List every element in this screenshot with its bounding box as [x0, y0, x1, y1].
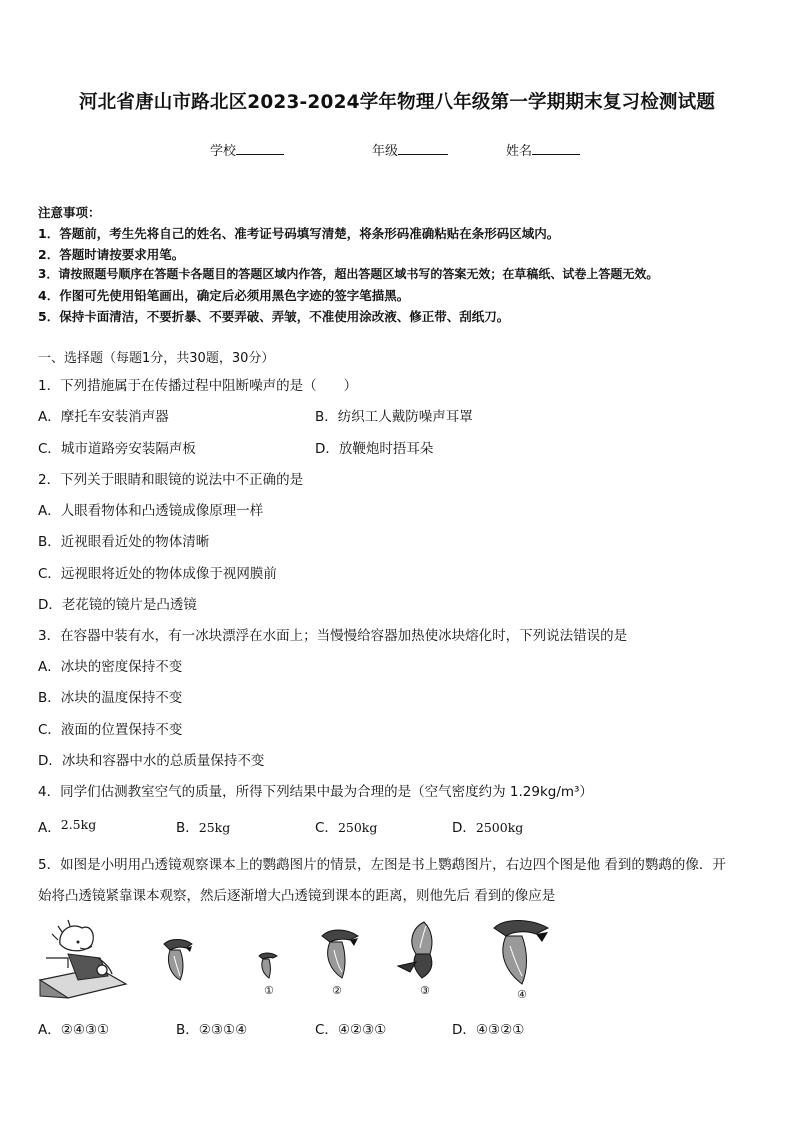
q4-option-b-label: B．	[176, 820, 199, 836]
q4-option-b-value: 25kg	[198, 820, 231, 835]
figure-label-3: ③	[420, 984, 430, 997]
question-4-stem: 4．同学们估测教室空气的质量，所得下列结果中最为合理的是（空气密度约为 1.29kg/m³）	[38, 784, 593, 800]
figure-label-4: ④	[517, 988, 527, 1001]
school-field[interactable]	[210, 140, 284, 159]
figure-label-2: ②	[332, 984, 342, 997]
name-label: 姓名	[506, 144, 533, 159]
q4-option-a-value: 2.5kg	[60, 817, 97, 832]
q1-option-b[interactable]: B．纺织工人戴防噪声耳罩	[315, 409, 473, 425]
q3-option-c[interactable]: C．液面的位置保持不变	[38, 722, 183, 738]
figure-label-1: ①	[264, 984, 274, 997]
question-5-stem-line1: 5．如图是小明用凸透镜观察课本上的鹦鹉图片的情景，左图是书上鹦鹉图片，右边四个图是他 看到的鹦鹉的像．开	[38, 857, 726, 873]
school-blank[interactable]	[236, 142, 284, 155]
question-5-stem-line2: 始将凸透镜紧靠课本观察，然后逐渐增大凸透镜到课本的距离，则他先后 看到的像应是	[38, 888, 556, 904]
q2-option-b[interactable]: B．近视眼看近处的物体清晰	[38, 534, 210, 550]
q1-option-c[interactable]: C．城市道路旁安装隔声板	[38, 441, 196, 457]
q2-option-c[interactable]: C．远视眼将近处的物体成像于视网膜前	[38, 566, 277, 582]
q4-option-d-value: 2500kg	[475, 820, 524, 835]
q2-option-a[interactable]: A．人眼看物体和凸透镜成像原理一样	[38, 503, 264, 519]
section-heading: 一、选择题（每题1分，共30题，30分）	[38, 351, 275, 366]
page-title: 河北省唐山市路北区2023-2024学年物理八年级第一学期期末复习检测试题	[78, 92, 716, 113]
name-field[interactable]	[506, 140, 580, 159]
q4-option-d[interactable]	[452, 816, 523, 836]
q5-option-b[interactable]: B．②③①④	[176, 1022, 248, 1038]
grade-blank[interactable]	[398, 142, 448, 155]
q5-option-c[interactable]: C．④②③①	[315, 1022, 387, 1038]
q1-option-a[interactable]: A．摩托车安装消声器	[38, 409, 169, 425]
parrot-image-3	[392, 918, 452, 984]
q4-option-a-label: A．	[38, 820, 61, 836]
question-2-stem: 2．下列关于眼睛和眼镜的说法中不正确的是	[38, 472, 304, 488]
parrot-image-4	[490, 916, 552, 988]
q1-option-d[interactable]: D．放鞭炮时捂耳朵	[315, 441, 434, 457]
q3-option-a[interactable]: A．冰块的密度保持不变	[38, 659, 183, 675]
q4-option-c-value: 250kg	[337, 820, 378, 835]
name-blank[interactable]	[532, 142, 580, 155]
q3-option-b[interactable]: B．冰块的温度保持不变	[38, 690, 183, 706]
q4-option-a[interactable]	[38, 816, 96, 836]
parrot-image-1	[257, 950, 279, 980]
school-label: 学校	[210, 144, 237, 159]
note-item: 1．答题前，考生先将自己的姓名、准考证号码填写清楚，将条形码准确粘贴在条形码区域内。	[38, 226, 560, 241]
q4-option-c[interactable]	[315, 816, 377, 836]
note-item: 5．保持卡面清洁，不要折暴、不要弄破、弄皱，不准使用涂改液、修正带、刮纸刀。	[38, 309, 510, 324]
grade-label: 年级	[372, 144, 399, 159]
q5-option-d[interactable]: D．④③②①	[452, 1022, 525, 1038]
question-1-stem: 1．下列措施属于在传播过程中阻断噪声的是（ ）	[38, 378, 358, 394]
note-item: 4．作图可先使用铅笔画出，确定后必须用黑色字迹的签字笔描黑。	[38, 288, 410, 303]
q4-option-c-label: C．	[315, 820, 338, 836]
q4-option-b[interactable]	[176, 816, 230, 836]
note-item: 2．答题时请按要求用笔。	[38, 247, 185, 262]
notes-heading: 注意事项：	[38, 205, 101, 220]
note-item: 3．请按照题号顺序在答题卡各题目的答题区域内作答，超出答题区域书写的答案无效；在草稿纸、试卷上答题无效。	[38, 267, 659, 281]
parrot-original-image	[160, 936, 198, 984]
question-3-stem: 3．在容器中装有水，有一冰块漂浮在水面上；当慢慢给容器加热使冰块熔化时，下列说法错误的是	[38, 628, 628, 644]
q4-option-d-label: D．	[452, 820, 476, 836]
boy-reading-illustration	[38, 918, 128, 1000]
grade-field[interactable]	[372, 140, 448, 159]
parrot-image-2	[318, 926, 362, 982]
q3-option-d[interactable]: D．冰块和容器中水的总质量保持不变	[38, 753, 265, 769]
q2-option-d[interactable]: D．老花镜的镜片是凸透镜	[38, 597, 197, 613]
q5-option-a[interactable]: A．②④③①	[38, 1022, 110, 1038]
